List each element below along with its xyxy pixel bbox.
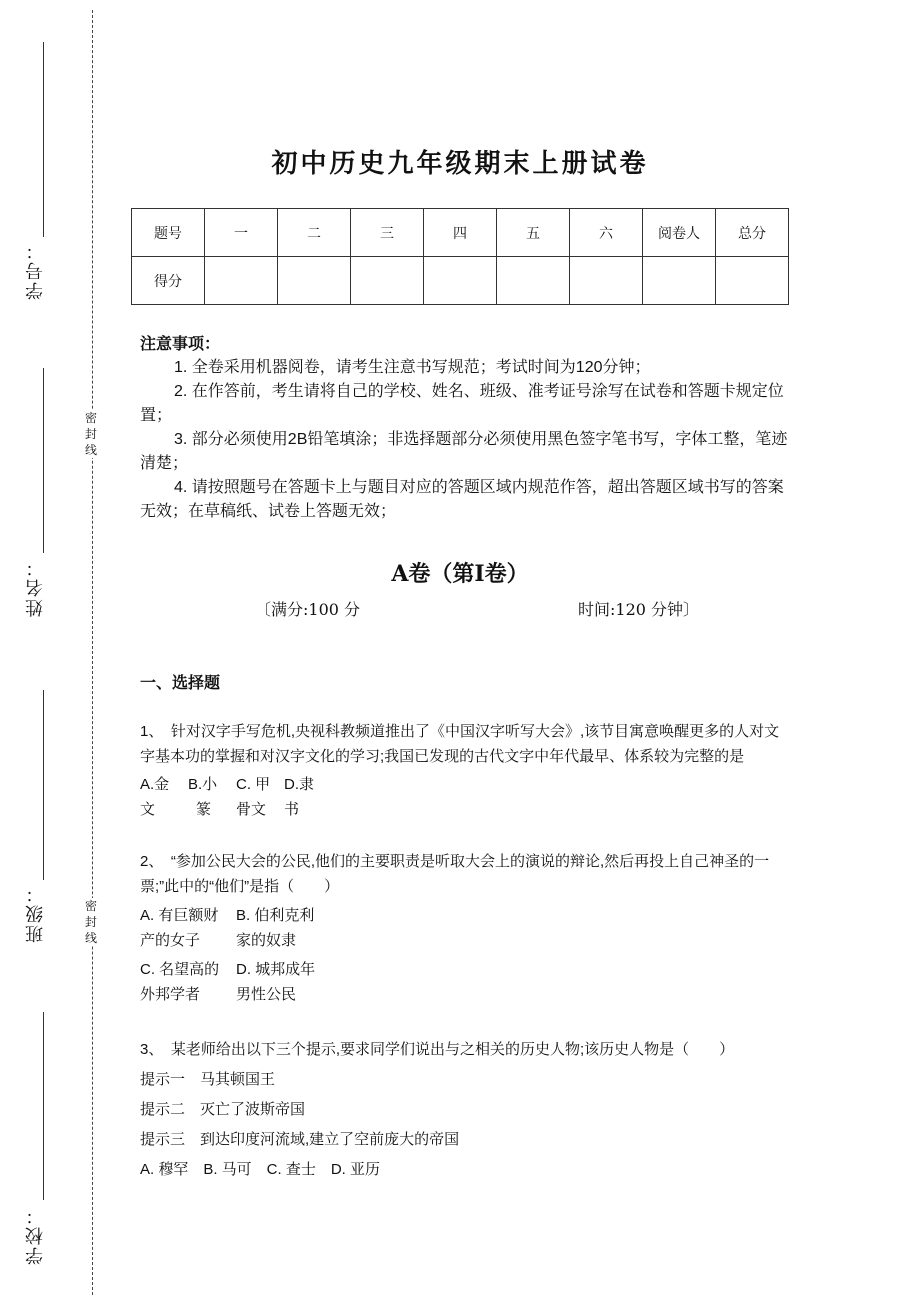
question-2	[140, 849, 790, 1007]
full-score: 〔满分:100 分	[255, 600, 361, 619]
option-c[interactable]: C. 甲	[236, 776, 271, 793]
name-line	[43, 368, 44, 553]
hint-1: 提示一 马其顿国王	[140, 1071, 276, 1088]
section-title: 一、选择题	[140, 673, 221, 692]
header-cell: 三	[351, 209, 424, 257]
option-c-cont: 骨文	[236, 801, 267, 818]
option-b-cont: 家的奴隶	[236, 932, 297, 949]
option-d-cont: 男性公民	[236, 986, 297, 1003]
notice-item: 2. 在作答前，考生请将自己的学校、姓名、班级、准考证号涂写在试卷和答题卡规定位置；	[140, 383, 784, 424]
score-cell[interactable]	[205, 257, 278, 305]
score-value-row	[132, 257, 789, 305]
score-cell[interactable]	[278, 257, 351, 305]
option-a[interactable]: A.金	[140, 776, 170, 793]
name-text: 姓名：	[25, 557, 46, 617]
school-text: 学校：	[25, 1205, 46, 1265]
header-cell: 一	[205, 209, 278, 257]
option-a[interactable]: A. 有巨额财	[140, 907, 219, 924]
header-cell: 二	[278, 209, 351, 257]
score-cell[interactable]	[424, 257, 497, 305]
question-stem: 3、 某老师给出以下三个提示,要求同学们说出与之相关的历史人物;该历史人物是（ ）	[140, 1041, 735, 1058]
score-cell[interactable]	[351, 257, 424, 305]
hint-2: 提示二 灭亡了波斯帝国	[140, 1101, 306, 1118]
option-d[interactable]: D.隶	[284, 776, 315, 793]
class-label	[22, 883, 50, 943]
score-cell[interactable]	[570, 257, 643, 305]
score-table	[131, 208, 789, 305]
header-cell: 四	[424, 209, 497, 257]
school-line	[43, 1012, 44, 1200]
student-id-line	[43, 42, 44, 237]
notice-heading: 注意事项：	[140, 334, 221, 353]
part-title: A卷（第I卷）	[391, 561, 529, 587]
class-line	[43, 690, 44, 880]
notice-block	[140, 332, 790, 524]
question-1	[140, 719, 790, 822]
notice-item: 1. 全卷采用机器阅卷，请考生注意书写规范；考试时间为120分钟；	[174, 359, 651, 376]
notice-item: 3. 部分必须使用2B铅笔填涂；非选择题部分必须使用黑色签字笔书写，字体工整，笔迹清楚；	[140, 431, 788, 472]
option-c-cont: 外邦学者	[140, 986, 201, 1003]
seal-dashed-line	[92, 10, 93, 1295]
notice-item: 4. 请按照题号在答题卡上与题目对应的答题区域内规范作答，超出答题区域书写的答案无效；在草稿纸、试卷上答题无效；	[140, 479, 784, 520]
score-cell[interactable]	[716, 257, 789, 305]
question-3	[140, 1037, 790, 1182]
class-text: 班级：	[25, 883, 46, 943]
score-cell[interactable]	[643, 257, 716, 305]
option-d-cont: 书	[284, 801, 300, 818]
exam-time: 时间:120 分钟〕	[578, 600, 700, 619]
question-stem: 2、 “参加公民大会的公民,他们的主要职责是听取大会上的演说的辩论,然后再投上自己神圣的一票;”此中的“他们”是指（ ）	[140, 853, 770, 895]
option-a-cont: 产的女子	[140, 932, 201, 949]
question-stem: 1、 针对汉字手写危机,央视科教频道推出了《中国汉字听写大会》,该节目寓意唤醒更多的人对文字基本功的掌握和对汉字文化的学习;我国已发现的古代文字中年代最早、体系较为完整的是	[140, 723, 780, 765]
header-cell: 总分	[716, 209, 789, 257]
question-options[interactable]: A. 穆罕 B. 马可 C. 查士 D. 亚历	[140, 1161, 381, 1178]
score-cell[interactable]	[497, 257, 570, 305]
student-id-text: 学号：	[25, 240, 46, 300]
seal-label-bottom: 密封线	[82, 898, 100, 946]
seal-label-top: 密封线	[82, 410, 100, 458]
option-b[interactable]: B. 伯利克利	[236, 907, 315, 924]
option-d[interactable]: D. 城邦成年	[236, 961, 316, 978]
page-title: 初中历史九年级期末上册试卷	[271, 149, 649, 179]
header-cell: 五	[497, 209, 570, 257]
option-c[interactable]: C. 名望高的	[140, 961, 220, 978]
student-id-label	[22, 240, 50, 300]
header-cell: 题号	[132, 209, 205, 257]
option-b[interactable]: B.小	[188, 776, 218, 793]
score-header-row	[132, 209, 789, 257]
header-cell: 六	[570, 209, 643, 257]
hint-3: 提示三 到达印度河流域,建立了空前庞大的帝国	[140, 1131, 460, 1148]
option-b-cont: 篆	[196, 801, 212, 818]
option-a-cont: 文	[140, 801, 156, 818]
school-label	[22, 1205, 50, 1265]
header-cell: 阅卷人	[643, 209, 716, 257]
row-label-cell: 得分	[132, 257, 205, 305]
